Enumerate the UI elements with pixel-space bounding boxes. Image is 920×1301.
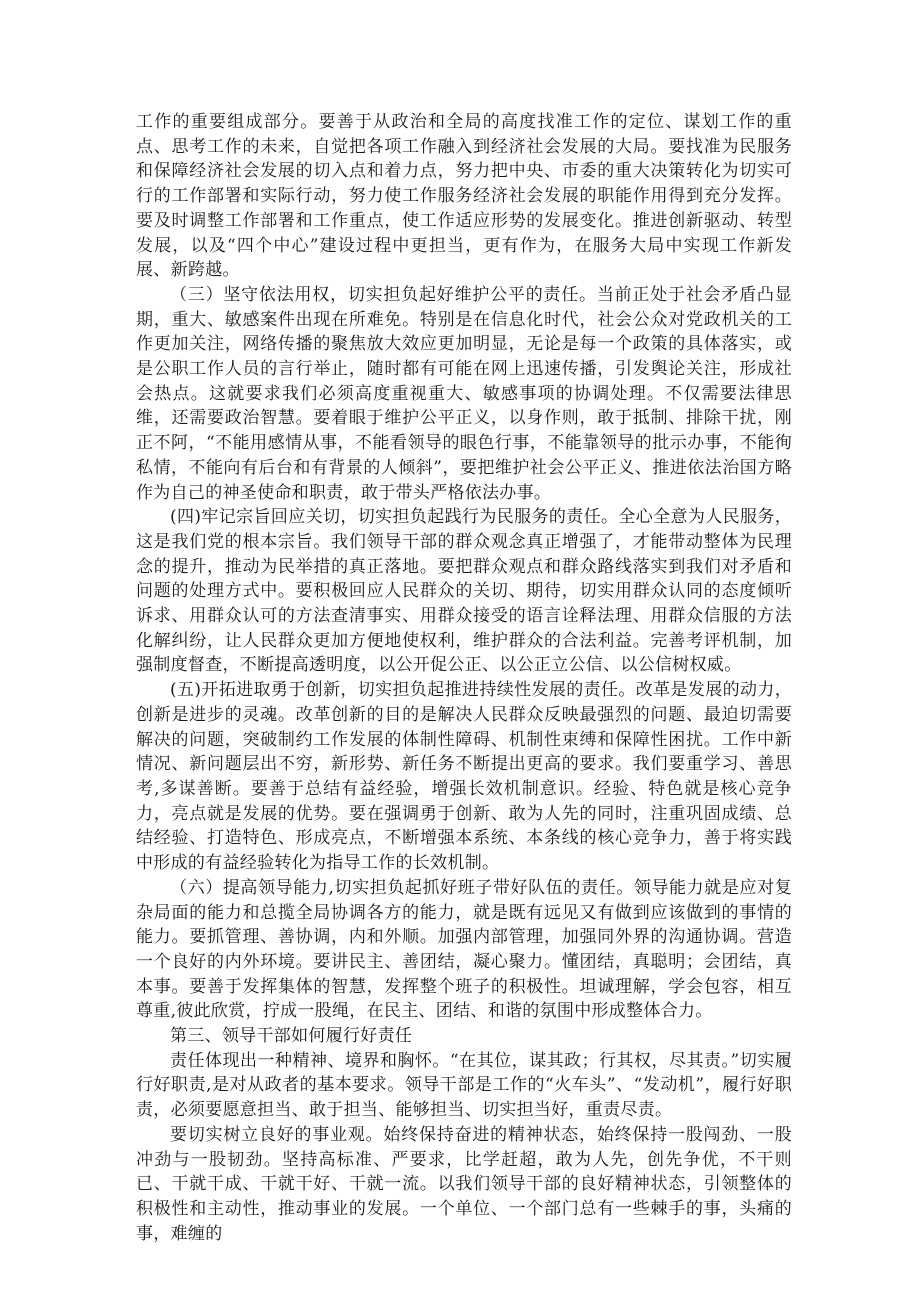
paragraph-section-5: (五)开拓进取勇于创新，切实担负起推进持续性发展的责任。改革是发展的动力，创新是进步的灵魂。改革创新的目的是解决人民群众反映最强烈的问题、最迫切需要解决的问题，突破制约工作发展的体制性障碍、机制性束缚和保障性困扰。工作中新情况、新问题层出不穷，新形势、新任务不断提出更高的要求。我们要重学习、善思考,多谋善断。要善于总结有益经验，增强长效机制意识。经验、特色就是核心竞争力，亮点就是发展的优势。要在强调勇于创新、敢为人先的同时，注重巩固成绩、总结经验、打造特色、形成亮点，不断增强本系统、本条线的核心竞争力，善于将实践中形成的有益经验转化为指导工作的长效机制。 [136,680,792,874]
document-page [136,110,792,1246]
paragraph-continuation: 工作的重要组成部分。要善于从政治和全局的高度找准工作的定位、谋划工作的重点、思考工作的未来，自觉把各项工作融入到经济社会发展的大局。要找准为民服务和保障经济社会发展的切入点和着力点，努力把中央、市委的重大决策转化为切实可行的工作部署和实际行动，努力使工作服务经济社会发展的职能作用得到充分发挥。要及时调整工作部署和工作重点，使工作适应形势的发展变化。推进创新驱动、转型发展，以及“四个中心”建设过程中更担当，更有作为，在服务大局中实现工作新发展、新跨越。 [136,112,792,281]
section-heading: 第三、领导干部如何履行好责任 [170,1026,413,1047]
paragraph-section-4: (四)牢记宗旨回应关切，切实担负起践行为民服务的责任。全心全意为人民服务，这是我们党的根本宗旨。我们领导干部的群众观念真正增强了，才能带动整体为民理念的提升，推动为民举措的真正落地。要把群众观点和群众路线落实到我们对矛盾和问题的处理方式中。要积极回应人民群众的关切、期待，切实用群众认同的态度倾听诉求、用群众认可的方法查清事实、用群众接受的语言诠释法理、用群众信服的方法化解纠纷，让人民群众更加方便地使权利，维护群众的合法利益。完善考评机制，加强制度督查，不断提高透明度，以公开促公正、以公正立公信、以公信树权威。 [136,507,792,676]
paragraph-section-6: （六）提高领导能力,切实担负起抓好班子带好队伍的责任。领导能力就是应对复杂局面的能力和总揽全局协调各方的能力，就是既有远见又有做到应该做到的事情的能力。要抓管理、善协调，内和外顺。加强内部管理，加强同外界的沟通协调。营造一个良好的内外环境。要讲民主、善团结，凝心聚力。懂团结，真聪明；会团结，真本事。要善于发挥集体的智慧，发挥整个班子的积极性。坦诚理解，学会包容，相互尊重,彼此欣赏，拧成一股绳，在民主、团结、和谐的氛围中形成整体合力。 [136,877,792,1022]
paragraph-responsibility: 责任体现出一种精神、境界和胸怀。“在其位，谋其政；行其权，尽其责。”切实履行好职责,是对从政者的基本要求。领导干部是工作的“火车头”、“发动机”，履行好职责，必须要愿意担当、敢于担当、能够担当、切实担当好，重责尽责。 [136,1050,792,1121]
paragraph-career-view: 要切实树立良好的事业观。始终保持奋进的精神状态，始终保持一股闯劲、一股冲劲与一股韧劲。坚持高标准、严要求，比学赶超，敢为人先，创先争优，不干则已、干就干成、干就干好、干就一流。以我们领导干部的良好精神状态，引领整体的积极性和主动性，推动事业的发展。一个单位、一个部门总有一些棘手的事，头痛的事，难缠的 [136,1124,792,1244]
paragraph-section-3: （三）坚守依法用权，切实担负起好维护公平的责任。当前正处于社会矛盾凸显期，重大、敏感案件出现在所难免。特别是在信息化时代，社会公众对党政机关的工作更加关注，网络传播的聚焦放大效应更加明显，无论是每一个政策的具体落实，或是公职工作人员的言行举止，随时都有可能在网上迅速传播，引发舆论关注，形成社会热点。这就要求我们必须高度重视重大、敏感事项的协调处理。不仅需要法律思维，还需要政治智慧。要着眼于维护公平正义，以身作则，敢于抵制、排除干扰，刚正不阿，“不能用感情从事，不能看领导的眼色行事，不能靠领导的批示办事，不能徇私情，不能向有后台和有背景的人倾斜”，要把维护社会公平正义、推进依法治国方略作为自己的神圣使命和职责，敢于带头严格依法办事。 [136,284,792,503]
